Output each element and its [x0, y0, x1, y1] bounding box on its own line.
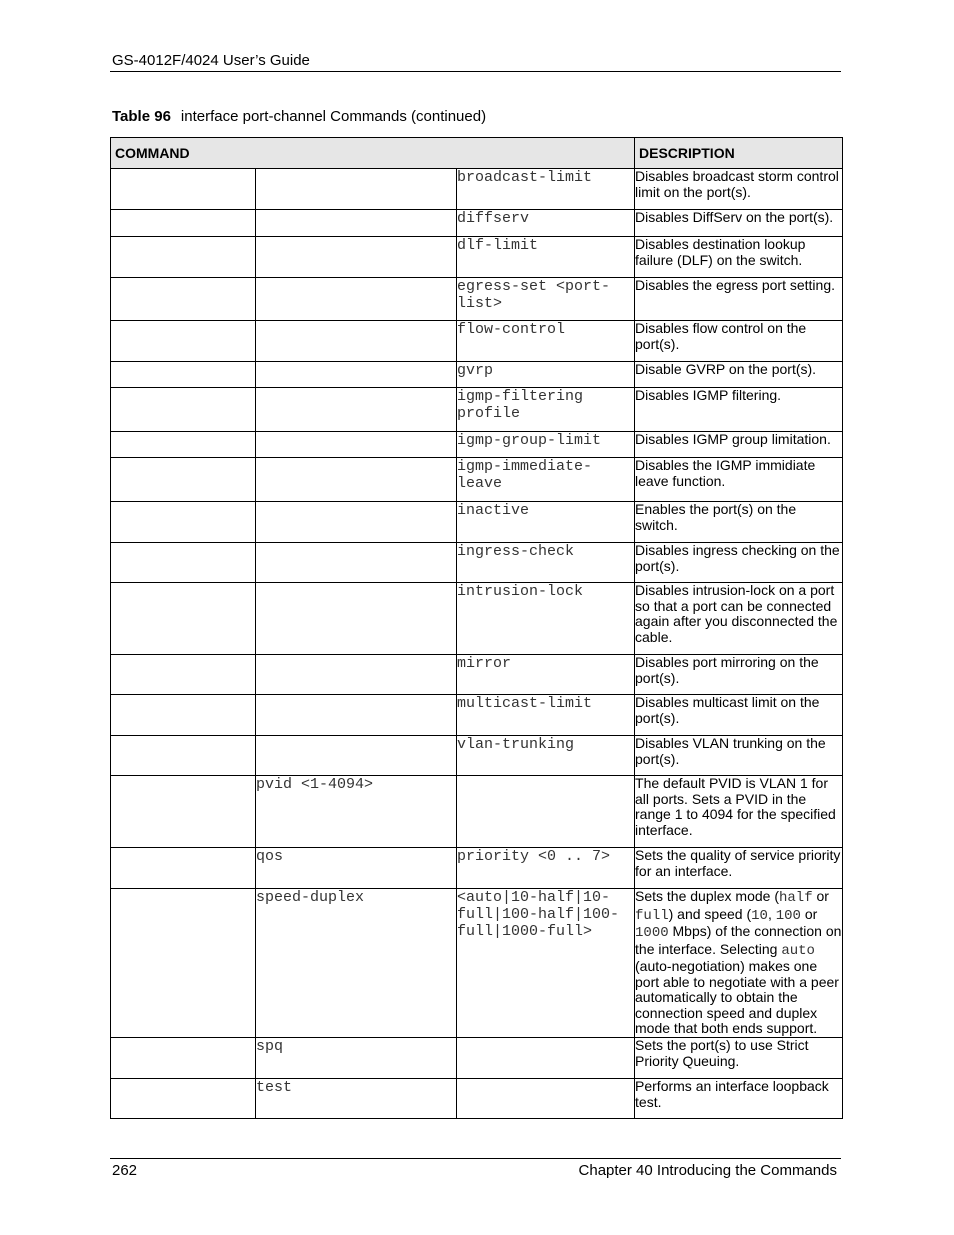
description-cell: Disables the IGMP immidiate leave function. — [635, 458, 843, 502]
table-row — [111, 655, 843, 695]
subcommand-cell — [256, 210, 457, 237]
header-description: DESCRIPTION — [635, 138, 843, 169]
command-cell — [111, 169, 256, 210]
option-cell: flow-control — [457, 321, 635, 362]
description-code: full — [635, 907, 669, 924]
table-row — [111, 848, 843, 889]
command-cell — [111, 432, 256, 458]
command-cell — [111, 848, 256, 889]
command-cell — [111, 388, 256, 432]
subcommand-cell — [256, 655, 457, 695]
description-cell: Disables port mirroring on the port(s). — [635, 655, 843, 695]
subcommand-cell — [256, 458, 457, 502]
table-row — [111, 736, 843, 776]
option-cell: egress-set <port-list> — [457, 278, 635, 321]
command-cell — [111, 237, 256, 278]
option-cell: diffserv — [457, 210, 635, 237]
header-command: COMMAND — [111, 138, 635, 169]
option-cell: ingress-check — [457, 543, 635, 583]
description-cell: Disables multicast limit on the port(s). — [635, 695, 843, 736]
option-cell: igmp-filtering profile — [457, 388, 635, 432]
description-code: 1000 — [635, 925, 669, 941]
command-cell — [111, 583, 256, 655]
description-cell: Disables DiffServ on the port(s). — [635, 210, 843, 237]
option-cell: vlan-trunking — [457, 736, 635, 776]
description-code: 10 — [751, 907, 768, 924]
description-cell: Sets the port(s) to use Strict Priority Queuing. — [635, 1038, 843, 1079]
subcommand-cell — [256, 388, 457, 432]
table-row — [111, 458, 843, 502]
command-table — [110, 137, 843, 1119]
option-cell: priority <0 .. 7> — [457, 848, 635, 889]
description-cell: Disables the egress port setting. — [635, 278, 843, 321]
subcommand-cell — [256, 321, 457, 362]
subcommand-cell — [256, 169, 457, 210]
description-cell: Disables broadcast storm control limit on the port(s). — [635, 169, 843, 210]
command-cell — [111, 321, 256, 362]
subcommand-cell: pvid <1-4094> — [256, 776, 457, 848]
description-code: auto — [781, 942, 815, 959]
subcommand-cell — [256, 432, 457, 458]
table-row — [111, 169, 843, 210]
subcommand-cell — [256, 736, 457, 776]
description-text: Sets the duplex mode ( — [635, 888, 779, 904]
table-row — [111, 321, 843, 362]
option-cell: broadcast-limit — [457, 169, 635, 210]
command-cell — [111, 776, 256, 848]
table-row — [111, 502, 843, 543]
option-cell: <auto|10-half|10-full|100-half|100-full|1000-full> — [457, 889, 635, 1038]
subcommand-cell: speed-duplex — [256, 889, 457, 1038]
table-caption — [112, 108, 486, 125]
command-cell — [111, 543, 256, 583]
option-cell: igmp-immediate-leave — [457, 458, 635, 502]
description-cell: Disables ingress checking on the port(s). — [635, 543, 843, 583]
table-row — [111, 583, 843, 655]
table-row — [111, 776, 843, 848]
table-row — [111, 362, 843, 388]
description-text: (auto-negotiation) makes one port able to negotiate with a peer automatically to obtain the connection speed and duplex mode that both ends support. — [635, 958, 839, 1036]
table-header-row — [111, 138, 843, 169]
running-header-title: GS-4012F/4024 User’s Guide — [112, 52, 310, 69]
subcommand-cell — [256, 695, 457, 736]
subcommand-cell — [256, 362, 457, 388]
description-cell: Disable GVRP on the port(s). — [635, 362, 843, 388]
table-row — [111, 695, 843, 736]
description-text: or — [812, 888, 829, 904]
table-row — [111, 543, 843, 583]
description-cell: Disables destination lookup failure (DLF) on the switch. — [635, 237, 843, 278]
option-cell: intrusion-lock — [457, 583, 635, 655]
option-cell: dlf-limit — [457, 237, 635, 278]
option-cell — [457, 1038, 635, 1079]
table-row — [111, 210, 843, 237]
command-cell — [111, 362, 256, 388]
description-text: ) and speed ( — [668, 905, 752, 922]
subcommand-cell: qos — [256, 848, 457, 889]
subcommand-cell — [256, 543, 457, 583]
option-cell: mirror — [457, 655, 635, 695]
command-cell — [111, 278, 256, 321]
command-cell — [111, 210, 256, 237]
description-text: or — [800, 905, 818, 922]
table-caption-label: Table 96 — [112, 108, 171, 125]
table-row — [111, 237, 843, 278]
description-cell: The default PVID is VLAN 1 for all ports. Sets a PVID in the range 1 to 4094 for the specified interface. — [635, 776, 843, 848]
description-cell — [635, 889, 843, 1038]
command-cell — [111, 502, 256, 543]
option-cell: gvrp — [457, 362, 635, 388]
description-cell: Performs an interface loopback test. — [635, 1079, 843, 1119]
command-cell — [111, 655, 256, 695]
command-cell — [111, 1079, 256, 1119]
footer-divider — [110, 1158, 841, 1159]
table-row — [111, 432, 843, 458]
description-cell: Disables flow control on the port(s). — [635, 321, 843, 362]
subcommand-cell: test — [256, 1079, 457, 1119]
description-cell: Disables IGMP filtering. — [635, 388, 843, 432]
option-cell: inactive — [457, 502, 635, 543]
subcommand-cell: spq — [256, 1038, 457, 1079]
table-body — [111, 169, 843, 1119]
table-row — [111, 1038, 843, 1079]
description-code: 100 — [775, 907, 801, 924]
description-cell: Disables intrusion-lock on a port so that a port can be connected again after you disconnected the cable. — [635, 583, 843, 655]
page-number: 262 — [112, 1162, 138, 1179]
description-text: , — [767, 905, 776, 922]
description-cell: Disables IGMP group limitation. — [635, 432, 843, 458]
subcommand-cell — [256, 583, 457, 655]
table-row — [111, 388, 843, 432]
description-code: half — [779, 890, 813, 906]
description-cell: Sets the quality of service priority for an interface. — [635, 848, 843, 889]
subcommand-cell — [256, 502, 457, 543]
table-row — [111, 1079, 843, 1119]
description-cell: Enables the port(s) on the switch. — [635, 502, 843, 543]
command-cell — [111, 695, 256, 736]
table-caption-text: interface port-channel Commands (continued) — [180, 108, 487, 125]
command-cell — [111, 1038, 256, 1079]
option-cell: igmp-group-limit — [457, 432, 635, 458]
option-cell: multicast-limit — [457, 695, 635, 736]
command-cell — [111, 458, 256, 502]
subcommand-cell — [256, 278, 457, 321]
option-cell — [457, 1079, 635, 1119]
subcommand-cell — [256, 237, 457, 278]
table-row — [111, 278, 843, 321]
chapter-title: Chapter 40 Introducing the Commands — [578, 1162, 837, 1179]
header-divider — [110, 71, 841, 72]
description-cell: Disables VLAN trunking on the port(s). — [635, 736, 843, 776]
table-row — [111, 889, 843, 1038]
description-text: Mbps) of the connection on the interface. Selecting — [635, 923, 842, 957]
command-cell — [111, 736, 256, 776]
command-cell — [111, 889, 256, 1038]
option-cell — [457, 776, 635, 848]
